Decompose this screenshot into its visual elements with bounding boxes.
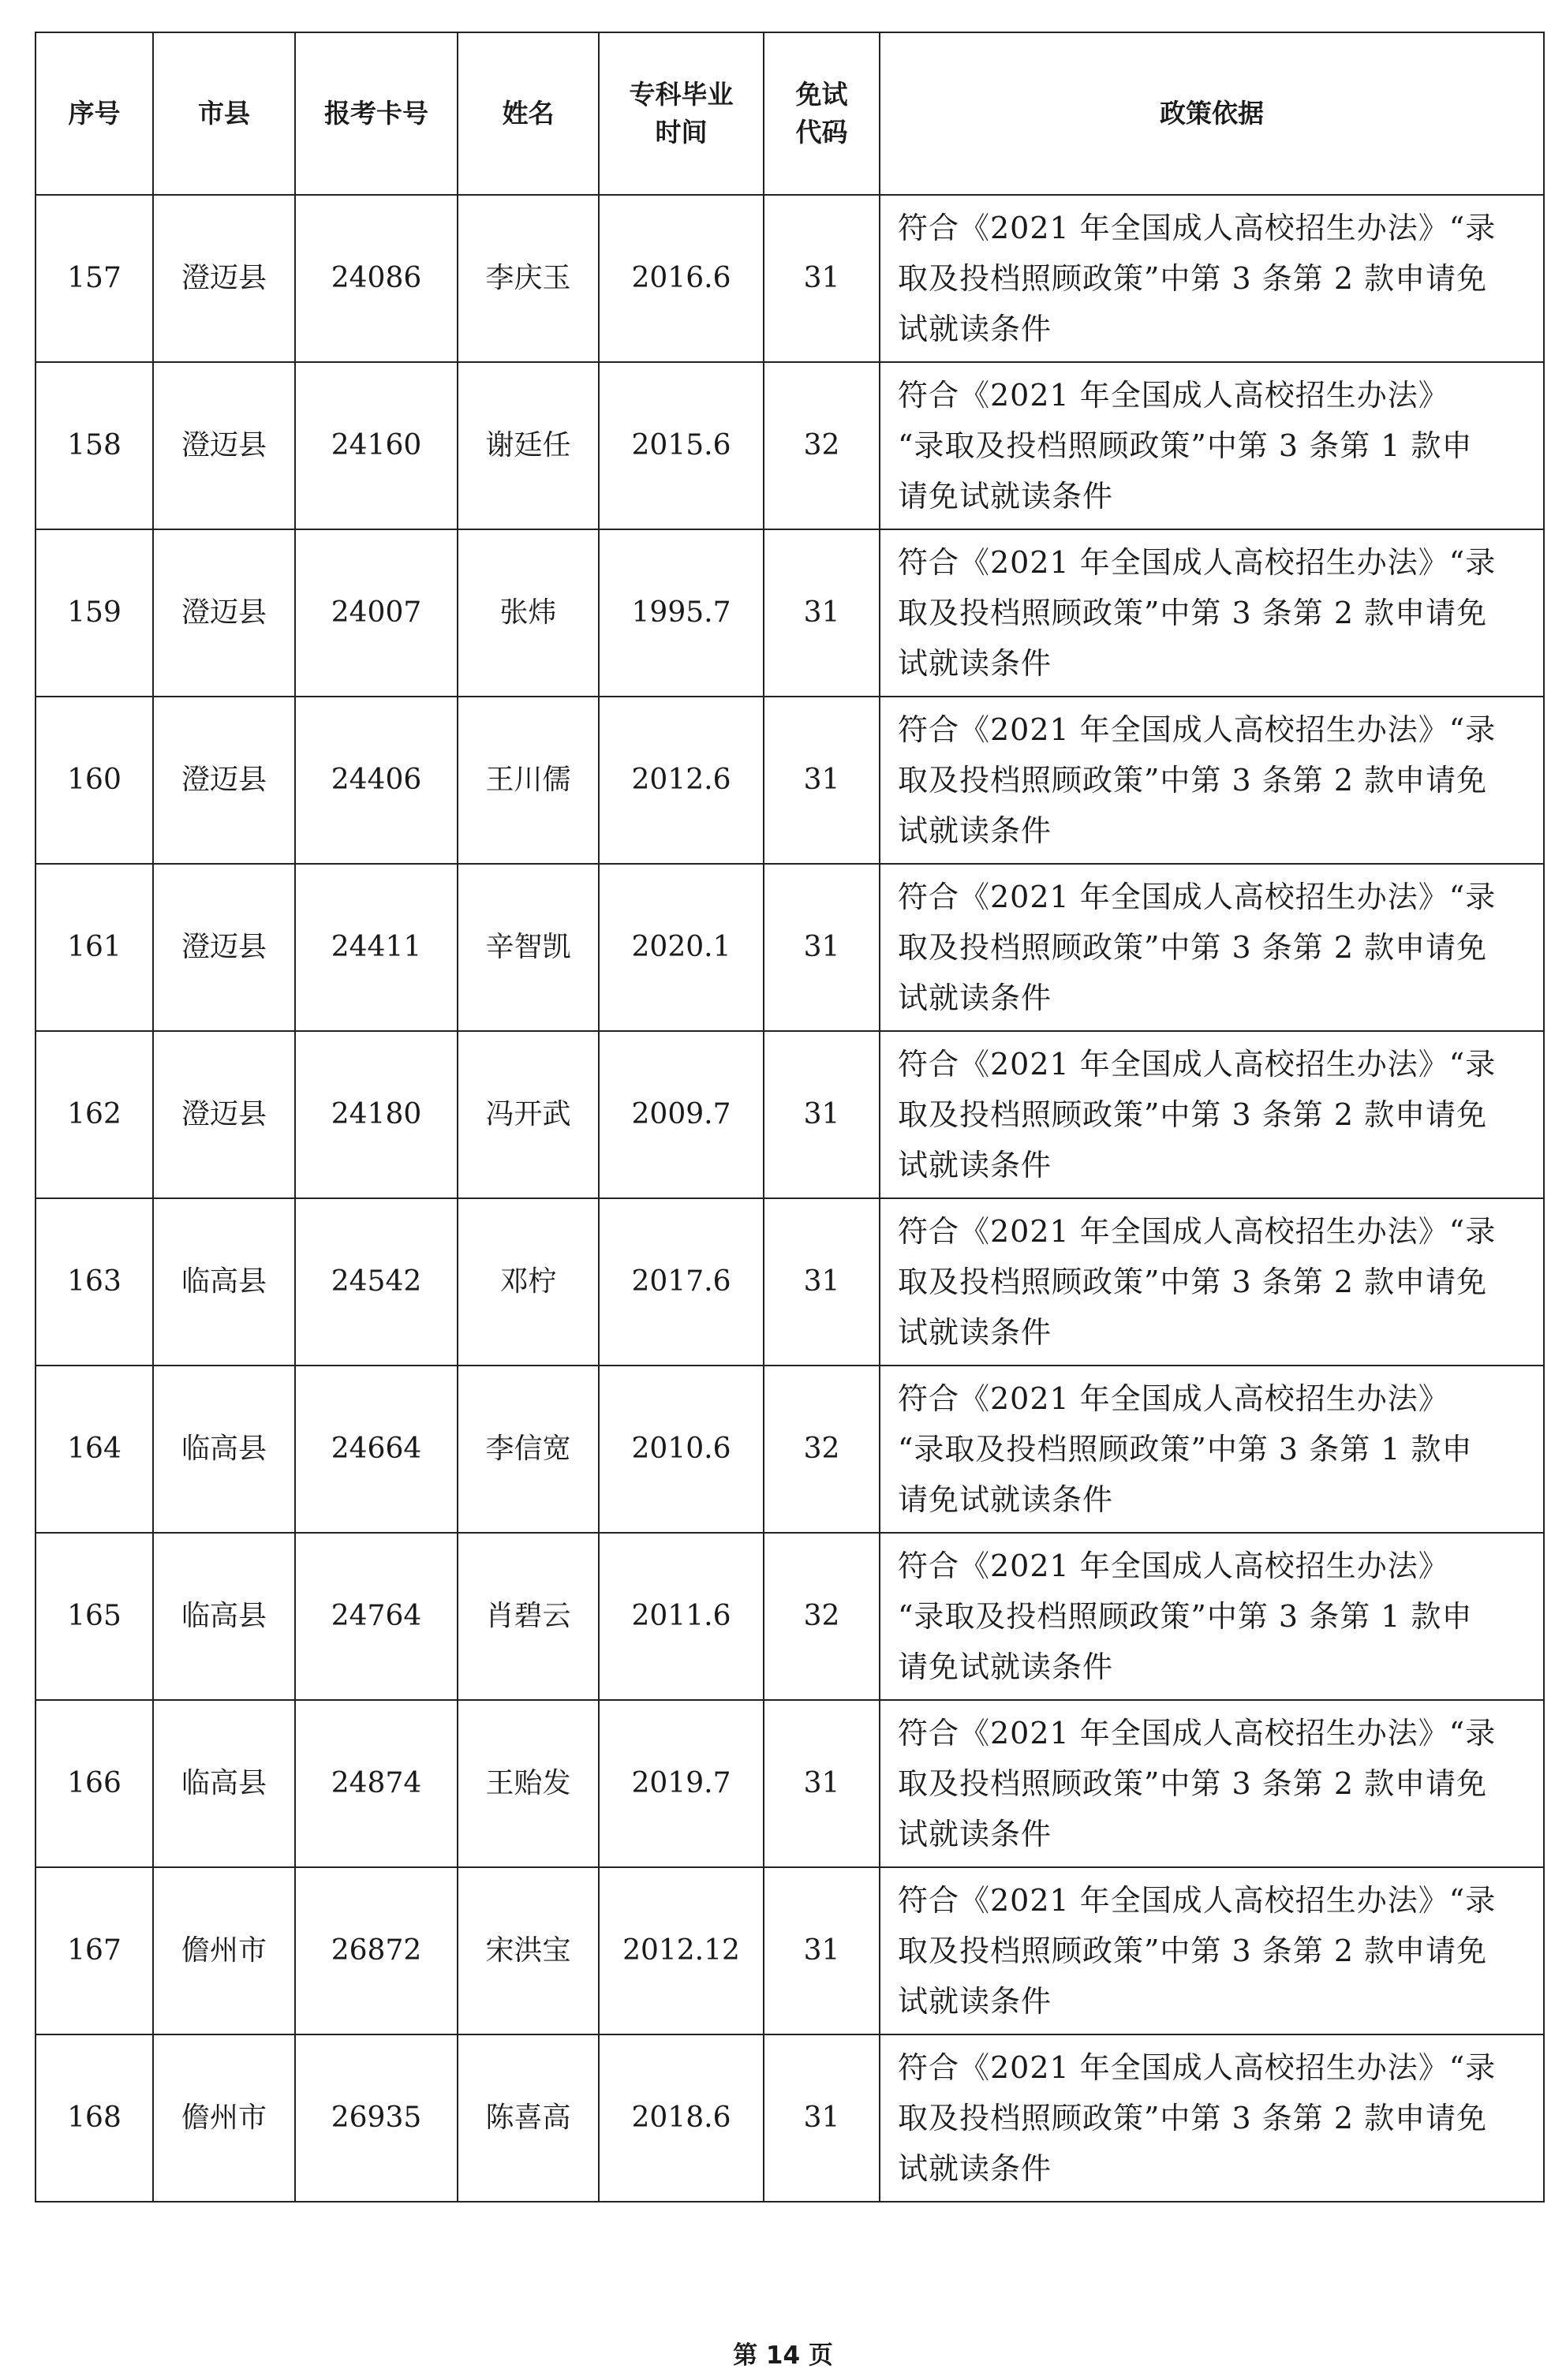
cell-card-number: 26935 [295, 2034, 458, 2202]
cell-seq: 167 [36, 1867, 153, 2034]
header-city: 市县 [153, 32, 295, 195]
cell-exemption-code: 31 [764, 864, 880, 1031]
cell-policy-basis [880, 1198, 1544, 1366]
policy-line: 试就读条件 [898, 1315, 1052, 1350]
header-seq: 序号 [36, 32, 153, 195]
policy-line: 试就读条件 [898, 2151, 1052, 2186]
table-row [36, 1031, 1544, 1198]
cell-name: 张炜 [458, 529, 599, 697]
policy-line: 试就读条件 [898, 1984, 1052, 2019]
cell-exemption-code: 32 [764, 1366, 880, 1533]
cell-name: 李庆玉 [458, 195, 599, 362]
cell-name: 王川儒 [458, 697, 599, 864]
header-graduation-time-line: 专科毕业 [629, 79, 734, 110]
policy-line: 取及投档照顾政策”中第 3 条第 2 款申请免 [898, 930, 1488, 965]
cell-card-number: 24664 [295, 1366, 458, 1533]
cell-seq: 163 [36, 1198, 153, 1366]
policy-line: 取及投档照顾政策”中第 3 条第 2 款申请免 [898, 1766, 1488, 1801]
cell-graduation-time: 2018.6 [599, 2034, 764, 2202]
applicant-table [35, 32, 1545, 2203]
cell-seq: 158 [36, 362, 153, 529]
policy-line: 符合《2021 年全国成人高校招生办法》“录 [898, 2050, 1497, 2085]
table-body [36, 195, 1544, 2202]
policy-line: “录取及投档照顾政策”中第 3 条第 1 款申 [898, 1599, 1473, 1634]
header-graduation-time [599, 32, 764, 195]
policy-line: 符合《2021 年全国成人高校招生办法》“录 [898, 880, 1497, 914]
policy-line: 符合《2021 年全国成人高校招生办法》“录 [898, 1716, 1497, 1750]
cell-card-number: 24086 [295, 195, 458, 362]
cell-card-number: 24764 [295, 1533, 458, 1700]
cell-city: 临高县 [153, 1366, 295, 1533]
table-row [36, 1533, 1544, 1700]
table-row [36, 362, 1544, 529]
cell-name: 陈喜高 [458, 2034, 599, 2202]
cell-exemption-code: 31 [764, 1700, 880, 1867]
policy-line: 试就读条件 [898, 1148, 1052, 1183]
cell-card-number: 24180 [295, 1031, 458, 1198]
policy-line: 试就读条件 [898, 312, 1052, 346]
cell-policy-basis [880, 1700, 1544, 1867]
header-graduation-time-line: 时间 [655, 117, 708, 148]
policy-line: 取及投档照顾政策”中第 3 条第 2 款申请免 [898, 1097, 1488, 1132]
header-exemption-code-line: 免试 [795, 79, 848, 110]
cell-seq: 162 [36, 1031, 153, 1198]
cell-policy-basis [880, 529, 1544, 697]
cell-card-number: 24874 [295, 1700, 458, 1867]
cell-policy-basis [880, 362, 1544, 529]
cell-name: 邓柠 [458, 1198, 599, 1366]
cell-card-number: 24007 [295, 529, 458, 697]
policy-line: 试就读条件 [898, 1817, 1052, 1851]
cell-seq: 159 [36, 529, 153, 697]
header-name: 姓名 [458, 32, 599, 195]
policy-line: 符合《2021 年全国成人高校招生办法》 [898, 1381, 1449, 1416]
cell-card-number: 24160 [295, 362, 458, 529]
cell-name: 谢廷任 [458, 362, 599, 529]
cell-exemption-code: 31 [764, 195, 880, 362]
policy-line: 符合《2021 年全国成人高校招生办法》“录 [898, 545, 1497, 580]
page-number: 第 14 页 [733, 2341, 833, 2370]
cell-seq: 157 [36, 195, 153, 362]
cell-graduation-time: 2010.6 [599, 1366, 764, 1533]
policy-line: “录取及投档照顾政策”中第 3 条第 1 款申 [898, 1432, 1473, 1466]
cell-policy-basis [880, 1031, 1544, 1198]
cell-graduation-time: 2016.6 [599, 195, 764, 362]
cell-policy-basis [880, 2034, 1544, 2202]
policy-line: 取及投档照顾政策”中第 3 条第 2 款申请免 [898, 1934, 1488, 1968]
cell-name: 王贻发 [458, 1700, 599, 1867]
table-row [36, 195, 1544, 362]
cell-name: 肖碧云 [458, 1533, 599, 1700]
cell-name: 冯开武 [458, 1031, 599, 1198]
policy-line: “录取及投档照顾政策”中第 3 条第 1 款申 [898, 428, 1473, 463]
cell-graduation-time: 2019.7 [599, 1700, 764, 1867]
table-row [36, 864, 1544, 1031]
cell-exemption-code: 31 [764, 2034, 880, 2202]
cell-graduation-time: 1995.7 [599, 529, 764, 697]
cell-city: 澄迈县 [153, 529, 295, 697]
cell-policy-basis [880, 1867, 1544, 2034]
table-row [36, 1867, 1544, 2034]
cell-city: 临高县 [153, 1700, 295, 1867]
policy-line: 符合《2021 年全国成人高校招生办法》“录 [898, 1214, 1497, 1249]
table-row [36, 1198, 1544, 1366]
policy-line: 请免试就读条件 [898, 1482, 1114, 1517]
table-header-row [36, 32, 1544, 195]
cell-graduation-time: 2009.7 [599, 1031, 764, 1198]
header-exemption-code-line: 代码 [795, 117, 848, 148]
cell-seq: 168 [36, 2034, 153, 2202]
cell-city: 儋州市 [153, 1867, 295, 2034]
cell-exemption-code: 32 [764, 362, 880, 529]
cell-city: 澄迈县 [153, 864, 295, 1031]
policy-line: 取及投档照顾政策”中第 3 条第 2 款申请免 [898, 261, 1488, 296]
policy-line: 符合《2021 年全国成人高校招生办法》“录 [898, 1883, 1497, 1918]
policy-line: 符合《2021 年全国成人高校招生办法》“录 [898, 712, 1497, 747]
table-row [36, 529, 1544, 697]
cell-card-number: 24411 [295, 864, 458, 1031]
policy-line: 试就读条件 [898, 646, 1052, 681]
cell-graduation-time: 2015.6 [599, 362, 764, 529]
cell-exemption-code: 31 [764, 1198, 880, 1366]
policy-line: 符合《2021 年全国成人高校招生办法》“录 [898, 1047, 1497, 1082]
cell-city: 澄迈县 [153, 362, 295, 529]
header-card-number: 报考卡号 [295, 32, 458, 195]
cell-graduation-time: 2017.6 [599, 1198, 764, 1366]
cell-name: 李信宽 [458, 1366, 599, 1533]
cell-city: 儋州市 [153, 2034, 295, 2202]
policy-line: 符合《2021 年全国成人高校招生办法》“录 [898, 211, 1497, 245]
cell-exemption-code: 31 [764, 1031, 880, 1198]
cell-card-number: 24542 [295, 1198, 458, 1366]
cell-exemption-code: 31 [764, 1867, 880, 2034]
policy-line: 试就读条件 [898, 981, 1052, 1015]
header-policy-basis: 政策依据 [880, 32, 1544, 195]
policy-line: 试就读条件 [898, 813, 1052, 848]
cell-exemption-code: 31 [764, 697, 880, 864]
policy-line: 请免试就读条件 [898, 1650, 1114, 1684]
table-row [36, 1366, 1544, 1533]
cell-graduation-time: 2012.6 [599, 697, 764, 864]
cell-city: 临高县 [153, 1533, 295, 1700]
cell-policy-basis [880, 864, 1544, 1031]
policy-line: 取及投档照顾政策”中第 3 条第 2 款申请免 [898, 763, 1488, 798]
cell-city: 澄迈县 [153, 195, 295, 362]
policy-line: 取及投档照顾政策”中第 3 条第 2 款申请免 [898, 2101, 1488, 2135]
header-exemption-code [764, 32, 880, 195]
cell-city: 临高县 [153, 1198, 295, 1366]
cell-graduation-time: 2012.12 [599, 1867, 764, 2034]
cell-graduation-time: 2020.1 [599, 864, 764, 1031]
cell-city: 澄迈县 [153, 1031, 295, 1198]
table-row [36, 697, 1544, 864]
cell-card-number: 24406 [295, 697, 458, 864]
table-row [36, 2034, 1544, 2202]
cell-city: 澄迈县 [153, 697, 295, 864]
table-row [36, 1700, 1544, 1867]
policy-line: 取及投档照顾政策”中第 3 条第 2 款申请免 [898, 596, 1488, 630]
cell-policy-basis [880, 697, 1544, 864]
cell-graduation-time: 2011.6 [599, 1533, 764, 1700]
policy-line: 取及投档照顾政策”中第 3 条第 2 款申请免 [898, 1265, 1488, 1299]
cell-seq: 160 [36, 697, 153, 864]
cell-name: 辛智凯 [458, 864, 599, 1031]
cell-seq: 165 [36, 1533, 153, 1700]
cell-exemption-code: 31 [764, 529, 880, 697]
cell-seq: 164 [36, 1366, 153, 1533]
cell-policy-basis [880, 1533, 1544, 1700]
cell-seq: 166 [36, 1700, 153, 1867]
cell-name: 宋洪宝 [458, 1867, 599, 2034]
cell-card-number: 26872 [295, 1867, 458, 2034]
policy-line: 符合《2021 年全国成人高校招生办法》 [898, 1549, 1449, 1583]
cell-policy-basis [880, 195, 1544, 362]
policy-line: 请免试就读条件 [898, 479, 1114, 514]
cell-seq: 161 [36, 864, 153, 1031]
cell-policy-basis [880, 1366, 1544, 1533]
cell-exemption-code: 32 [764, 1533, 880, 1700]
policy-line: 符合《2021 年全国成人高校招生办法》 [898, 378, 1449, 413]
